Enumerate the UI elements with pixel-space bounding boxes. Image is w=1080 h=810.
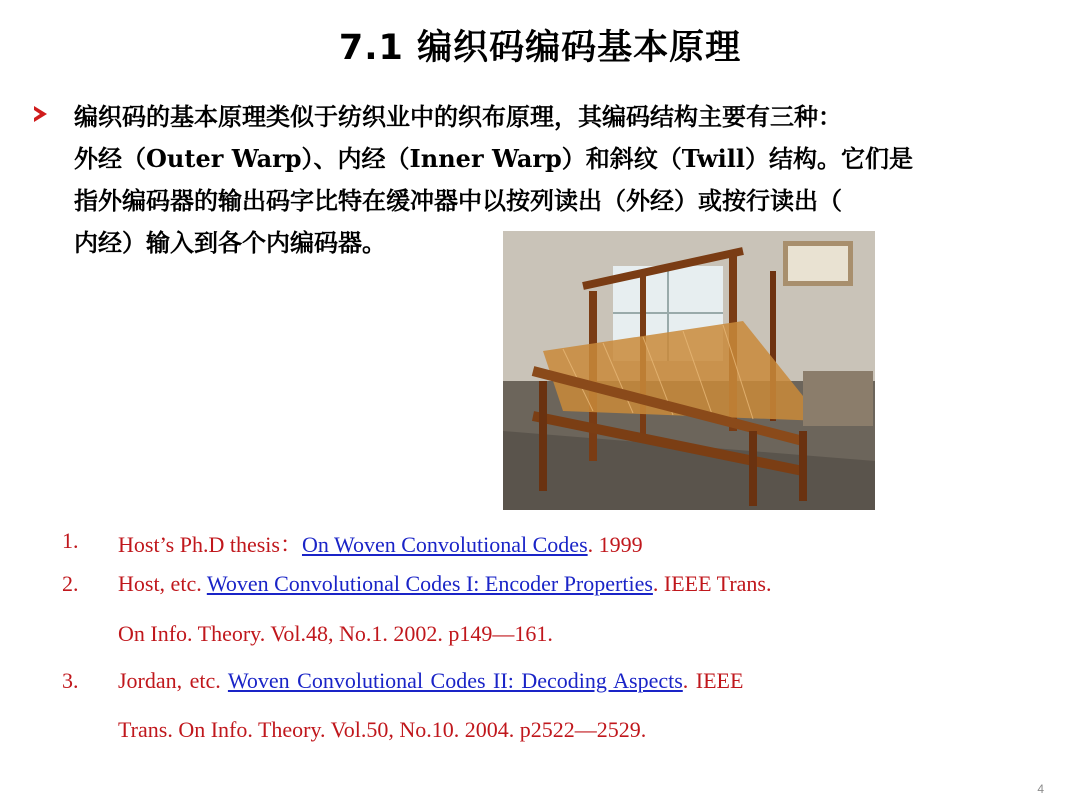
- reference-text: Host’s Ph.D thesis：: [118, 532, 302, 557]
- reference-2-line-1: [118, 571, 771, 597]
- reference-3-line-2: Trans. On Info. Theory. Vol.50, No.10. 2004. p2522—2529.: [118, 717, 647, 742]
- page-number: 4: [1037, 782, 1044, 796]
- reference-text: Host, etc.: [118, 571, 207, 596]
- reference-1-link[interactable]: On Woven Convolutional Codes: [301, 532, 588, 557]
- reference-3-line-1: [118, 668, 743, 694]
- bullet-arrow-icon: [34, 106, 47, 122]
- reference-3-link[interactable]: Woven Convolutional Codes II: Decoding Aspects: [227, 668, 683, 693]
- bullet-line-2: 外经（Outer Warp）、内经（Inner Warp）和斜纹（Twill）结构。它们是: [74, 144, 914, 173]
- slide-title: 7.1 编织码编码基本原理: [338, 28, 742, 68]
- bullet-line-1: 编织码的基本原理类似于纺织业中的织布原理，其编码结构主要有三种：: [74, 102, 842, 131]
- bullet-line-4: 内经）输入到各个内编码器。: [74, 228, 386, 257]
- reference-2-link[interactable]: Woven Convolutional Codes I: Encoder Properties: [206, 571, 653, 596]
- reference-1-line-1: [118, 528, 643, 559]
- bullet-line-3: 指外编码器的输出码字比特在缓冲器中以按列读出（外经）或按行读出（: [74, 186, 842, 215]
- reference-text: . IEEE: [682, 668, 744, 693]
- reference-text: Jordan, etc.: [118, 668, 228, 693]
- reference-number: 3.: [62, 668, 79, 693]
- reference-text: . IEEE Trans.: [652, 571, 772, 596]
- reference-number: 1.: [62, 528, 79, 553]
- reference-text: . 1999: [587, 532, 643, 557]
- loom-photo: [503, 231, 875, 510]
- reference-number: 2.: [62, 571, 79, 596]
- reference-2-line-2: On Info. Theory. Vol.48, No.1. 2002. p149—161.: [118, 621, 553, 646]
